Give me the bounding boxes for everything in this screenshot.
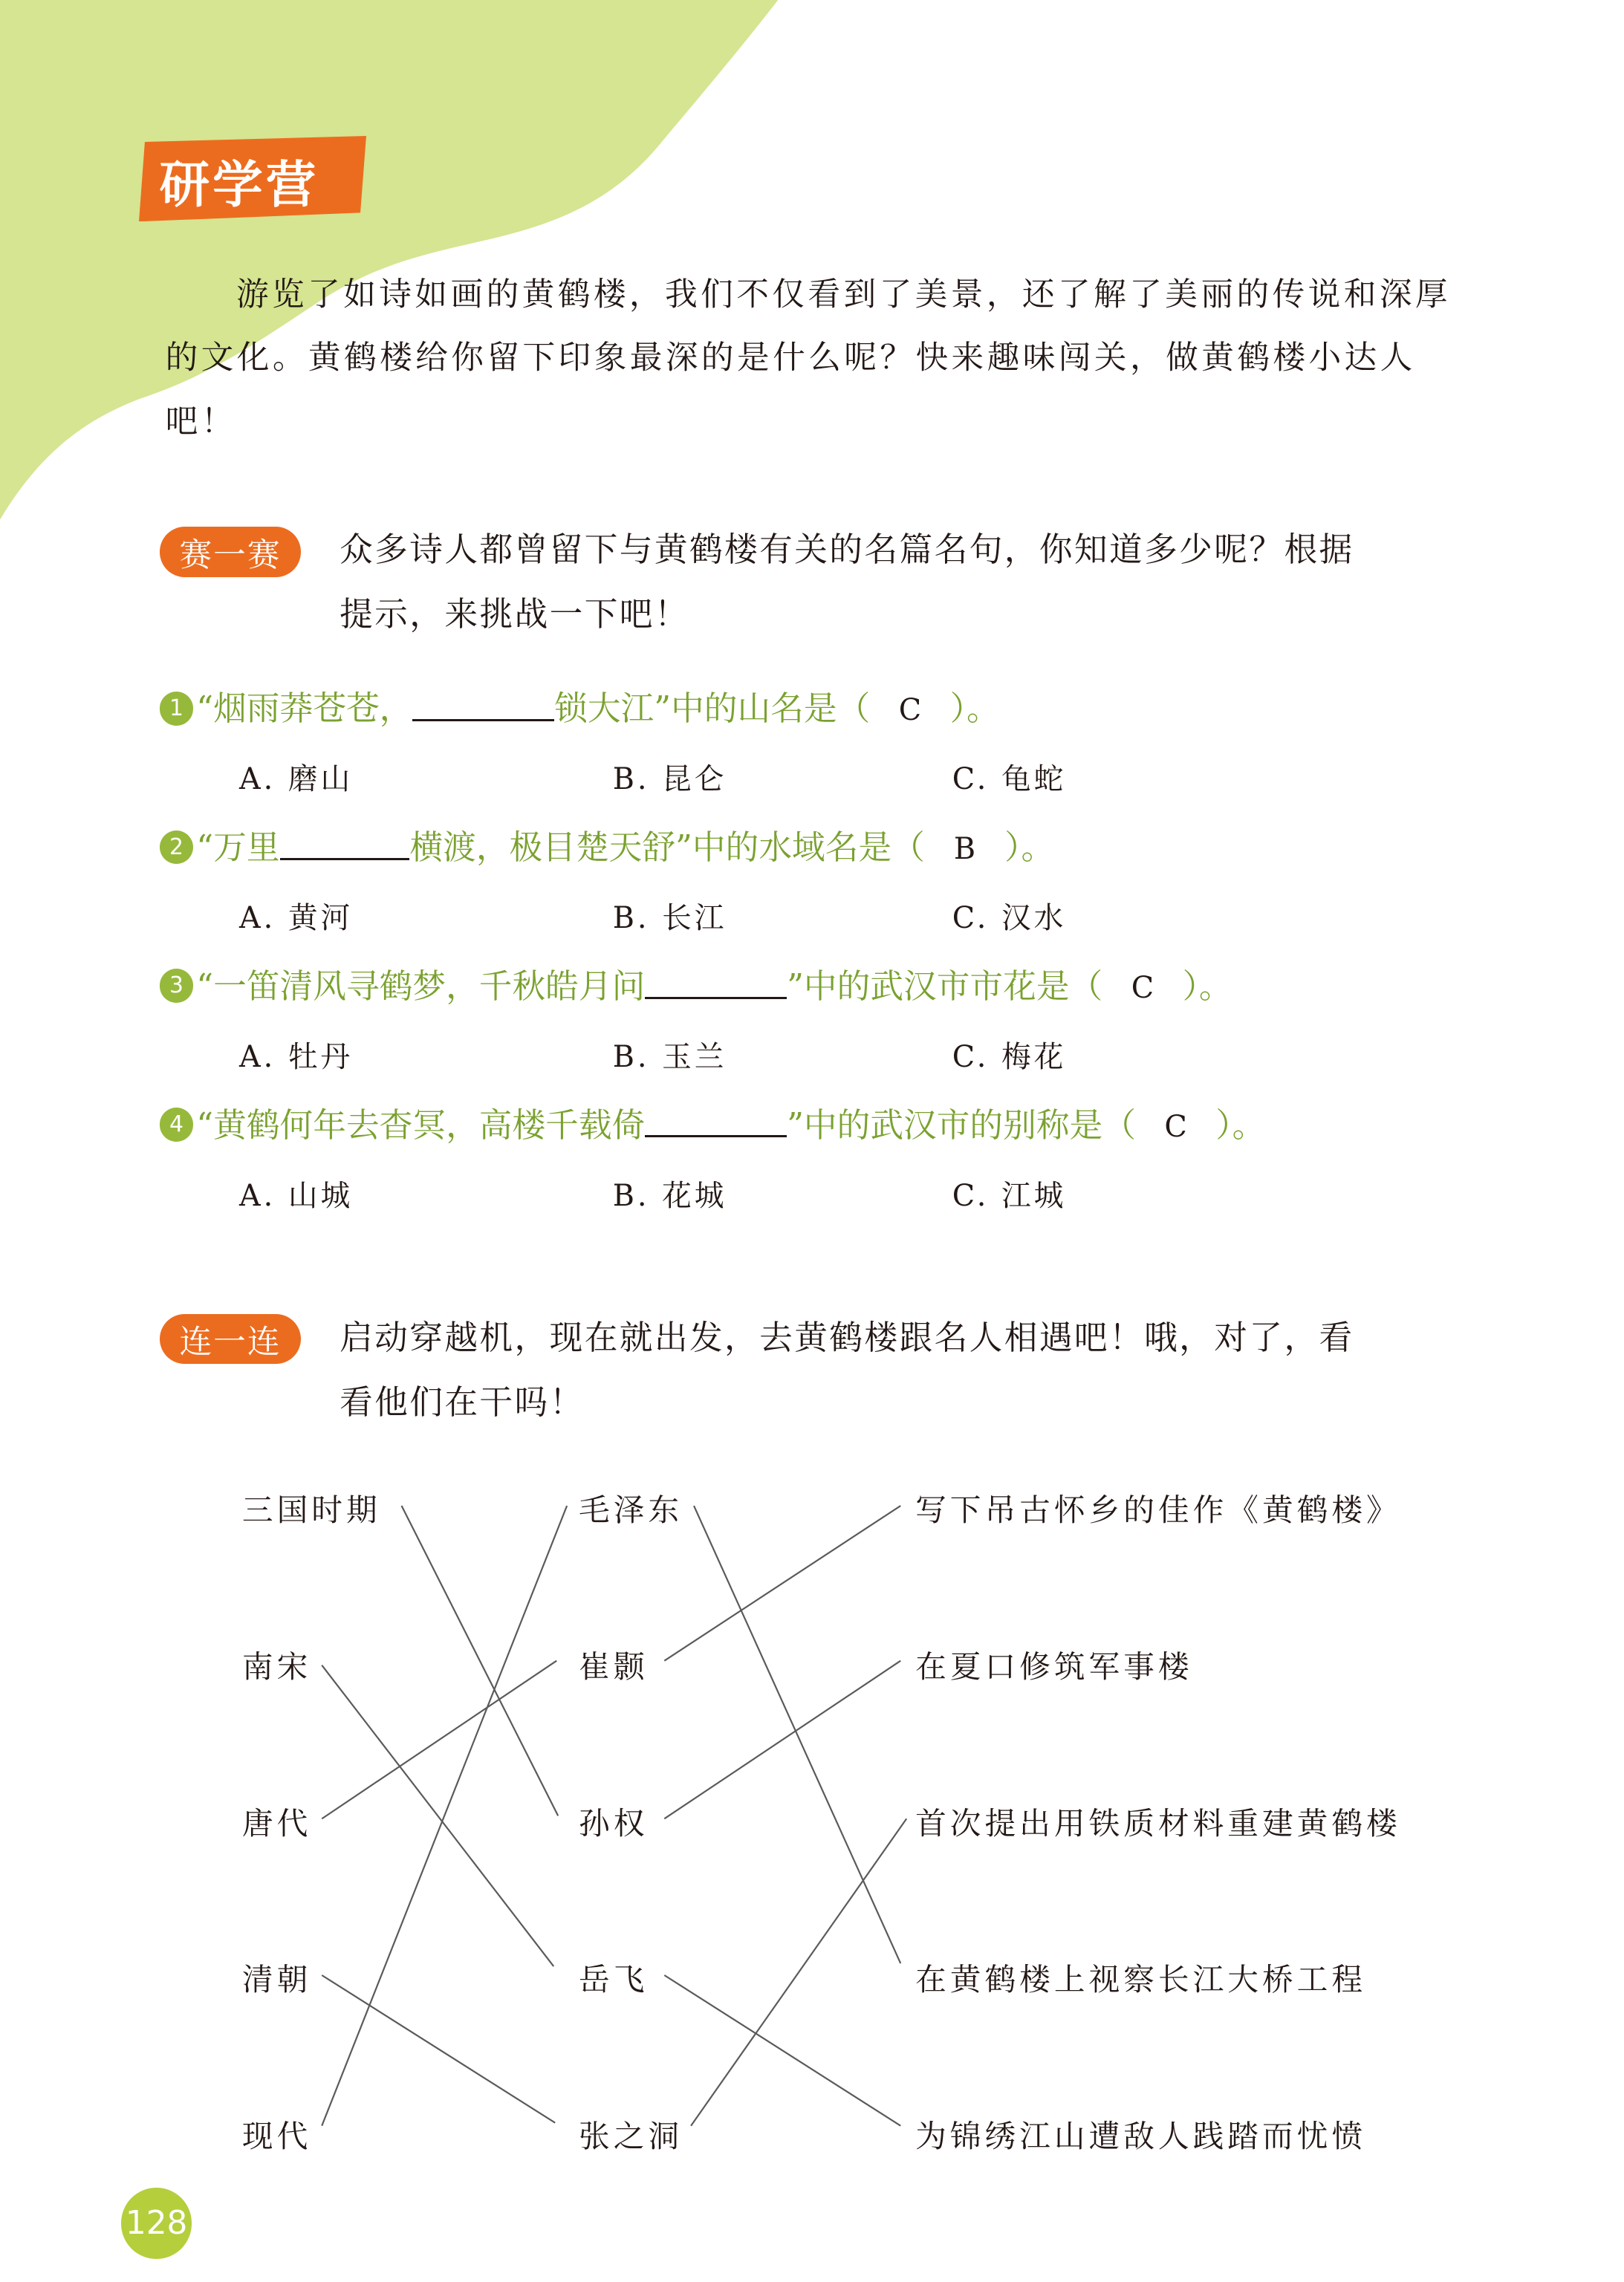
match-line <box>664 1661 900 1819</box>
question-text: ）。 <box>1182 966 1232 1006</box>
option-a: A. 牡丹 <box>238 1040 354 1075</box>
question-text: ”中的武汉市市花是（ <box>787 966 1103 1006</box>
intro-text: 游览了如诗如画的黄鹤楼，我们不仅看到了美景，还了解了美丽的传说和深厚的文化。黄鹤楼给你留下印象最深的是什么呢？快来趣味闯关，做黄鹤楼小达人吧！ <box>165 275 1452 441</box>
answer-choice: C <box>898 693 922 728</box>
question-number: 2 <box>160 830 194 865</box>
page-number: 128 <box>121 2188 192 2258</box>
option-a: A. 磨山 <box>238 762 354 797</box>
question-number: 3 <box>160 969 194 1003</box>
deed-item: 写下吊古怀乡的佳作《黄鹤楼》 <box>915 1492 1401 1529</box>
question-text: “一笛清风寻鹤梦，千秋皓月问 <box>196 966 646 1006</box>
option-a: A. 黄河 <box>238 901 354 936</box>
answer-choice: C <box>1164 1109 1187 1144</box>
question-text: “烟雨莽苍苍， <box>196 689 413 729</box>
option-c: C. 汉水 <box>952 901 1067 936</box>
person-item: 孙权 <box>579 1804 649 1841</box>
question-text: ”中的武汉市的别称是（ <box>787 1105 1136 1145</box>
person-item: 毛泽东 <box>579 1492 683 1529</box>
option-b: B. 昆仑 <box>612 762 727 797</box>
question-text: “万里 <box>196 827 280 867</box>
deed-item: 在夏口修筑军事楼 <box>915 1648 1193 1685</box>
person-item: 张之洞 <box>579 2117 683 2154</box>
option-b: B. 长江 <box>612 901 727 936</box>
answer-choice: B <box>953 831 976 866</box>
question-text: ）。 <box>1004 827 1055 867</box>
era-item: 三国时期 <box>241 1492 381 1529</box>
answer-choice: C <box>1131 970 1154 1005</box>
question-number: 4 <box>160 1108 194 1142</box>
match-line <box>691 1818 906 2125</box>
deed-item: 首次提出用铁质材料重建黄鹤楼 <box>915 1804 1401 1841</box>
era-item: 现代 <box>241 2117 312 2154</box>
deed-item: 为锦绣江山遭敌人践踏而忧愤 <box>915 2117 1367 2154</box>
option-c: C. 江城 <box>952 1178 1067 1213</box>
option-b: B. 花城 <box>612 1178 727 1213</box>
question-text: “黄鹤何年去杳冥，高楼千载倚 <box>196 1105 646 1145</box>
match-line <box>664 1975 900 2126</box>
era-item: 南宋 <box>241 1648 312 1685</box>
era-item: 唐代 <box>241 1804 312 1841</box>
deed-item: 在黄鹤楼上视察长江大桥工程 <box>915 1961 1367 1998</box>
option-c: C. 龟蛇 <box>952 762 1067 797</box>
match-line <box>322 1975 555 2123</box>
era-item: 清朝 <box>241 1961 312 1998</box>
person-item: 崔颢 <box>579 1648 649 1685</box>
person-item: 岳飞 <box>579 1961 649 1998</box>
question-number: 1 <box>160 692 194 726</box>
matching-instruction-line2: 看他们在干吗！ <box>340 1382 585 1423</box>
quiz-instruction-line2: 提示，来挑战一下吧！ <box>340 594 689 634</box>
section-title: 研学营 <box>159 155 319 214</box>
match-line <box>402 1506 559 1815</box>
option-a: A. 山城 <box>238 1178 354 1213</box>
question-text: ）。 <box>949 689 1000 729</box>
question-text: ）。 <box>1215 1105 1266 1145</box>
matching-instruction-line1: 启动穿越机，现在就出发，去黄鹤楼跟名人相遇吧！哦，对了，看 <box>340 1317 1354 1357</box>
matching-badge: 连一连 <box>160 1314 302 1365</box>
question-text: 横渡，极目楚天舒”中的水域名是（ <box>409 827 925 867</box>
match-line <box>664 1506 900 1661</box>
question-text: 锁大江”中的山名是（ <box>554 689 871 729</box>
match-line <box>322 1506 567 2126</box>
match-line <box>322 1661 556 1819</box>
quiz-badge: 赛一赛 <box>160 527 302 577</box>
option-c: C. 梅花 <box>952 1040 1067 1075</box>
match-line <box>322 1665 553 1966</box>
option-b: B. 玉兰 <box>612 1040 727 1075</box>
quiz-instruction-line1: 众多诗人都曾留下与黄鹤楼有关的名篇名句，你知道多少呢？根据 <box>340 529 1354 569</box>
